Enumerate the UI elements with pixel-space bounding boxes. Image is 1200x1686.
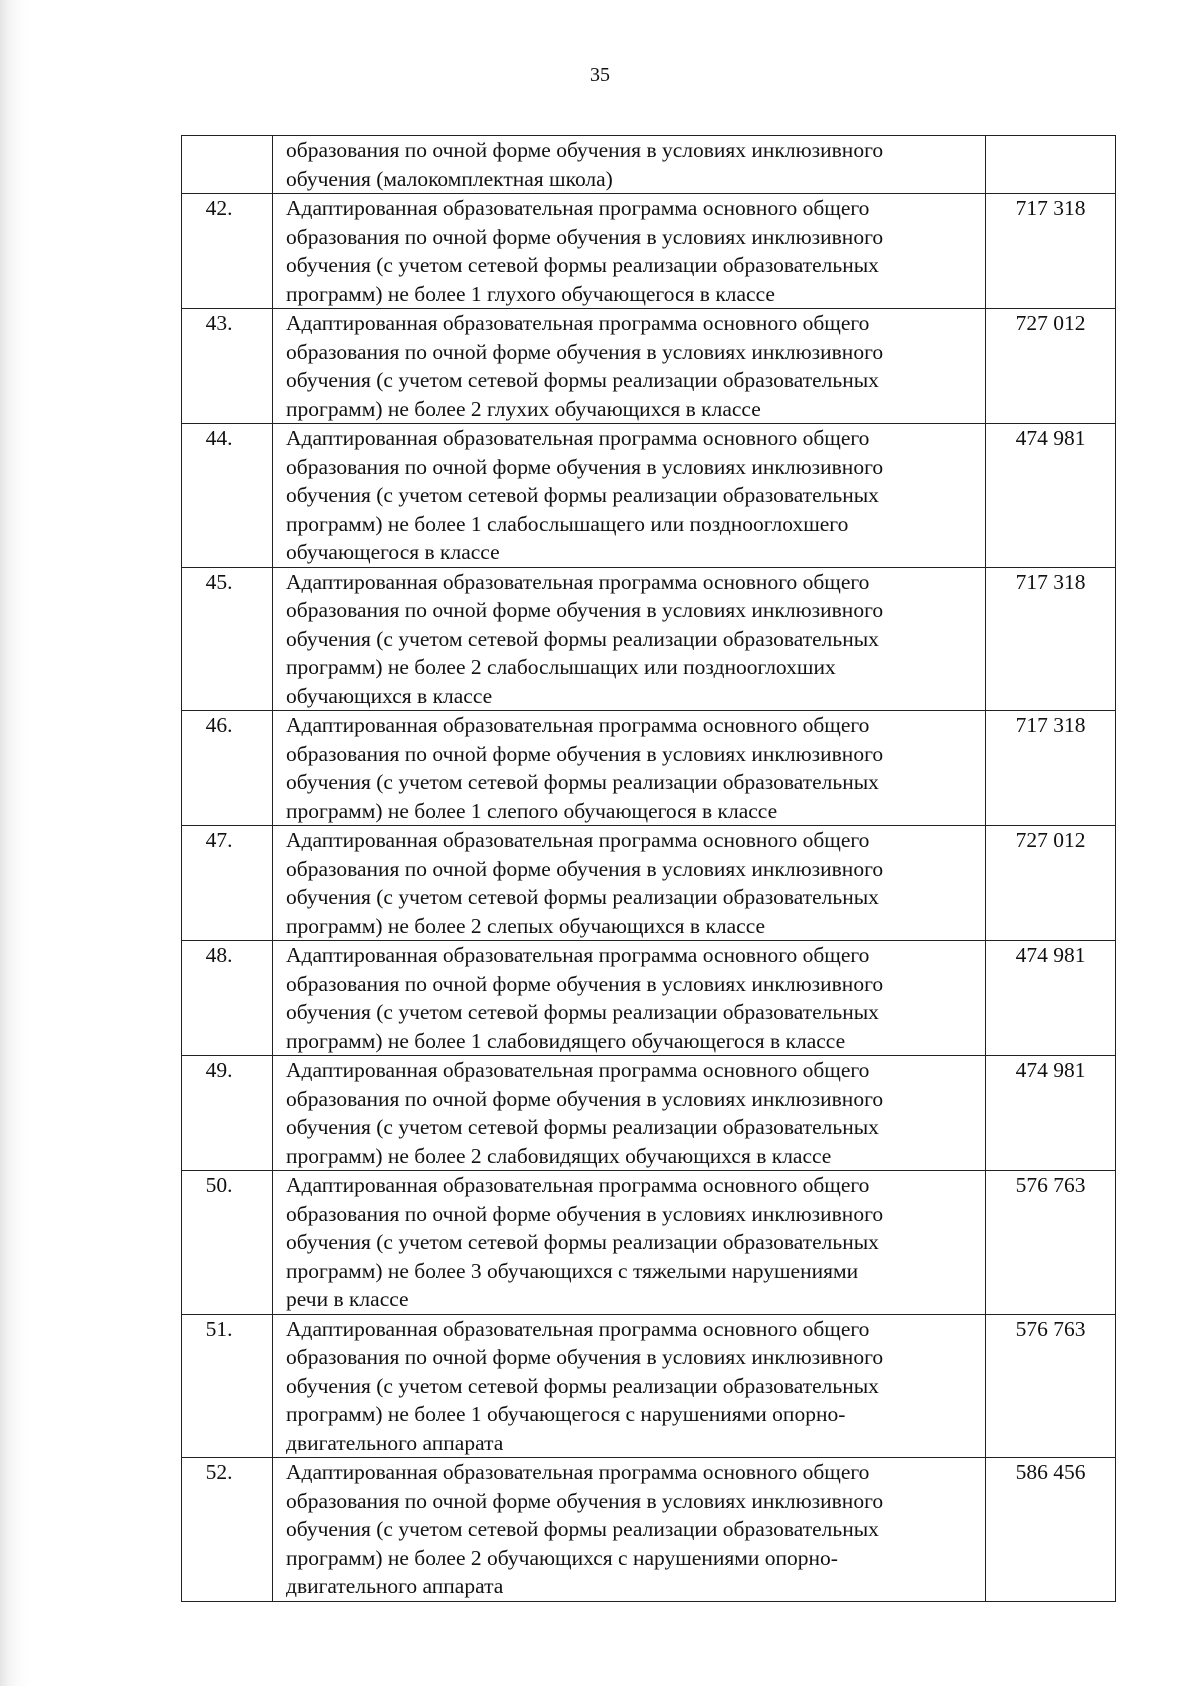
table-row (182, 567, 1116, 711)
description-line: программ) не более 2 слабослышащих или позднооглохших (286, 655, 836, 679)
program-description (273, 194, 986, 309)
program-description (273, 826, 986, 941)
description-line: Адаптированная образовательная программа основного общего (286, 196, 870, 220)
description-line: Адаптированная образовательная программа основного общего (286, 1460, 870, 1484)
table-row (182, 1458, 1116, 1602)
description-line: обучения (с учетом сетевой формы реализации образовательных (286, 1230, 879, 1254)
table-row (182, 711, 1116, 826)
description-line: программ) не более 2 обучающихся с нарушениями опорно- (286, 1545, 838, 1570)
description-line: речи в классе (286, 1287, 409, 1311)
description-line: образования по очной форме обучения в условиях инклюзивного (286, 598, 884, 622)
cost-amount: 717 318 (986, 194, 1116, 309)
description-line: двигательного аппарата (286, 1430, 504, 1455)
row-number: 43. (182, 309, 273, 424)
cost-amount: 474 981 (986, 1056, 1116, 1171)
description-line: программ) не более 1 обучающегося с нарушениями опорно- (286, 1402, 846, 1426)
description-line: Адаптированная образовательная программа основного общего (286, 943, 870, 967)
description-line: обучения (с учетом сетевой формы реализации образовательных (286, 1517, 879, 1541)
cost-amount (986, 136, 1116, 194)
program-description (273, 711, 986, 826)
description-line: обучения (с учетом сетевой формы реализации образовательных (286, 368, 879, 392)
description-line: Адаптированная образовательная программа основного общего (286, 713, 870, 737)
description-line: обучения (с учетом сетевой формы реализации образовательных (286, 253, 879, 277)
cost-amount: 717 318 (986, 567, 1116, 711)
cost-amount: 474 981 (986, 941, 1116, 1056)
description-line: образования по очной форме обучения в условиях инклюзивного (286, 1201, 884, 1226)
description-line: программ) не более 3 обучающихся с тяжелыми нарушениями (286, 1258, 859, 1283)
row-number: 50. (182, 1171, 273, 1315)
table-row (182, 309, 1116, 424)
cost-amount: 474 981 (986, 424, 1116, 568)
scan-edge (0, 0, 30, 1686)
description-line: образования по очной форме обучения в условиях инклюзивного (286, 454, 884, 479)
description-line: обучения (с учетом сетевой формы реализации образовательных (286, 1115, 879, 1139)
row-number: 42. (182, 194, 273, 309)
description-line: программ) не более 1 глухого обучающегося в классе (286, 281, 775, 306)
row-number: 46. (182, 711, 273, 826)
description-line: образования по очной форме обучения в условиях инклюзивного (286, 741, 884, 766)
description-line: Адаптированная образовательная программа основного общего (286, 569, 870, 594)
description-line: образования по очной форме обучения в условиях инклюзивного (286, 1086, 884, 1111)
row-number: 44. (182, 424, 273, 568)
description-line: образования по очной форме обучения в условиях инклюзивного (286, 856, 884, 881)
description-line: обучения (с учетом сетевой формы реализации образовательных (286, 483, 879, 507)
program-description (273, 424, 986, 568)
program-description (273, 567, 986, 711)
row-number: 48. (182, 941, 273, 1056)
description-line: Адаптированная образовательная программа основного общего (286, 1058, 870, 1082)
row-number: 51. (182, 1314, 273, 1458)
table-row (182, 826, 1116, 941)
description-line: обучения (малокомплектная школа) (286, 166, 613, 191)
description-line: Адаптированная образовательная программа основного общего (286, 1316, 870, 1341)
description-line: программ) не более 2 слабовидящих обучающихся в классе (286, 1143, 832, 1168)
cost-amount: 586 456 (986, 1458, 1116, 1602)
description-line: обучающихся в классе (286, 683, 493, 708)
program-cost-table (181, 135, 1116, 1602)
description-line: образования по очной форме обучения в условиях инклюзивного (286, 1488, 884, 1513)
program-description (273, 309, 986, 424)
cost-amount: 727 012 (986, 309, 1116, 424)
description-line: обучения (с учетом сетевой формы реализации образовательных (286, 885, 879, 909)
description-line: программ) не более 2 глухих обучающихся в классе (286, 396, 761, 421)
table-row (182, 424, 1116, 568)
description-line: обучения (с учетом сетевой формы реализации образовательных (286, 626, 879, 651)
table-row (182, 941, 1116, 1056)
description-line: образования по очной форме обучения в условиях инклюзивного (286, 1345, 884, 1369)
program-description (273, 1171, 986, 1315)
row-number (182, 136, 273, 194)
page-number: 35 (590, 64, 610, 86)
table-row (182, 136, 1116, 194)
description-line: Адаптированная образовательная программа основного общего (286, 426, 870, 450)
program-description (273, 1056, 986, 1171)
cost-amount: 576 763 (986, 1314, 1116, 1458)
cost-amount: 717 318 (986, 711, 1116, 826)
description-line: образования по очной форме обучения в условиях инклюзивного (286, 224, 884, 249)
row-number: 47. (182, 826, 273, 941)
description-line: образования по очной форме обучения в условиях инклюзивного (286, 339, 884, 364)
program-description (273, 136, 986, 194)
table-body (182, 136, 1116, 1602)
description-line: Адаптированная образовательная программа основного общего (286, 828, 870, 852)
description-line: обучения (с учетом сетевой формы реализации образовательных (286, 1373, 879, 1398)
description-line: программ) не более 1 слабовидящего обучающегося в классе (286, 1028, 846, 1053)
table-row (182, 194, 1116, 309)
description-line: обучения (с учетом сетевой формы реализации образовательных (286, 1000, 879, 1024)
description-line: Адаптированная образовательная программа основного общего (286, 311, 870, 335)
row-number: 49. (182, 1056, 273, 1171)
description-line: программ) не более 2 слепых обучающихся в классе (286, 913, 766, 938)
description-line: двигательного аппарата (286, 1574, 504, 1598)
description-line: образования по очной форме обучения в условиях инклюзивного (286, 971, 884, 996)
row-number: 52. (182, 1458, 273, 1602)
row-number: 45. (182, 567, 273, 711)
description-line: Адаптированная образовательная программа основного общего (286, 1173, 870, 1197)
table-row (182, 1056, 1116, 1171)
description-line: программ) не более 1 слабослышащего или позднооглохшего (286, 511, 849, 536)
table-row (182, 1171, 1116, 1315)
program-description (273, 1458, 986, 1602)
program-description (273, 1314, 986, 1458)
program-description (273, 941, 986, 1056)
description-line: программ) не более 1 слепого обучающегося в классе (286, 798, 778, 823)
description-line: образования по очной форме обучения в условиях инклюзивного (286, 138, 884, 162)
description-line: обучения (с учетом сетевой формы реализации образовательных (286, 770, 879, 794)
description-line: обучающегося в классе (286, 540, 500, 564)
table-row (182, 1314, 1116, 1458)
cost-amount: 727 012 (986, 826, 1116, 941)
cost-amount: 576 763 (986, 1171, 1116, 1315)
